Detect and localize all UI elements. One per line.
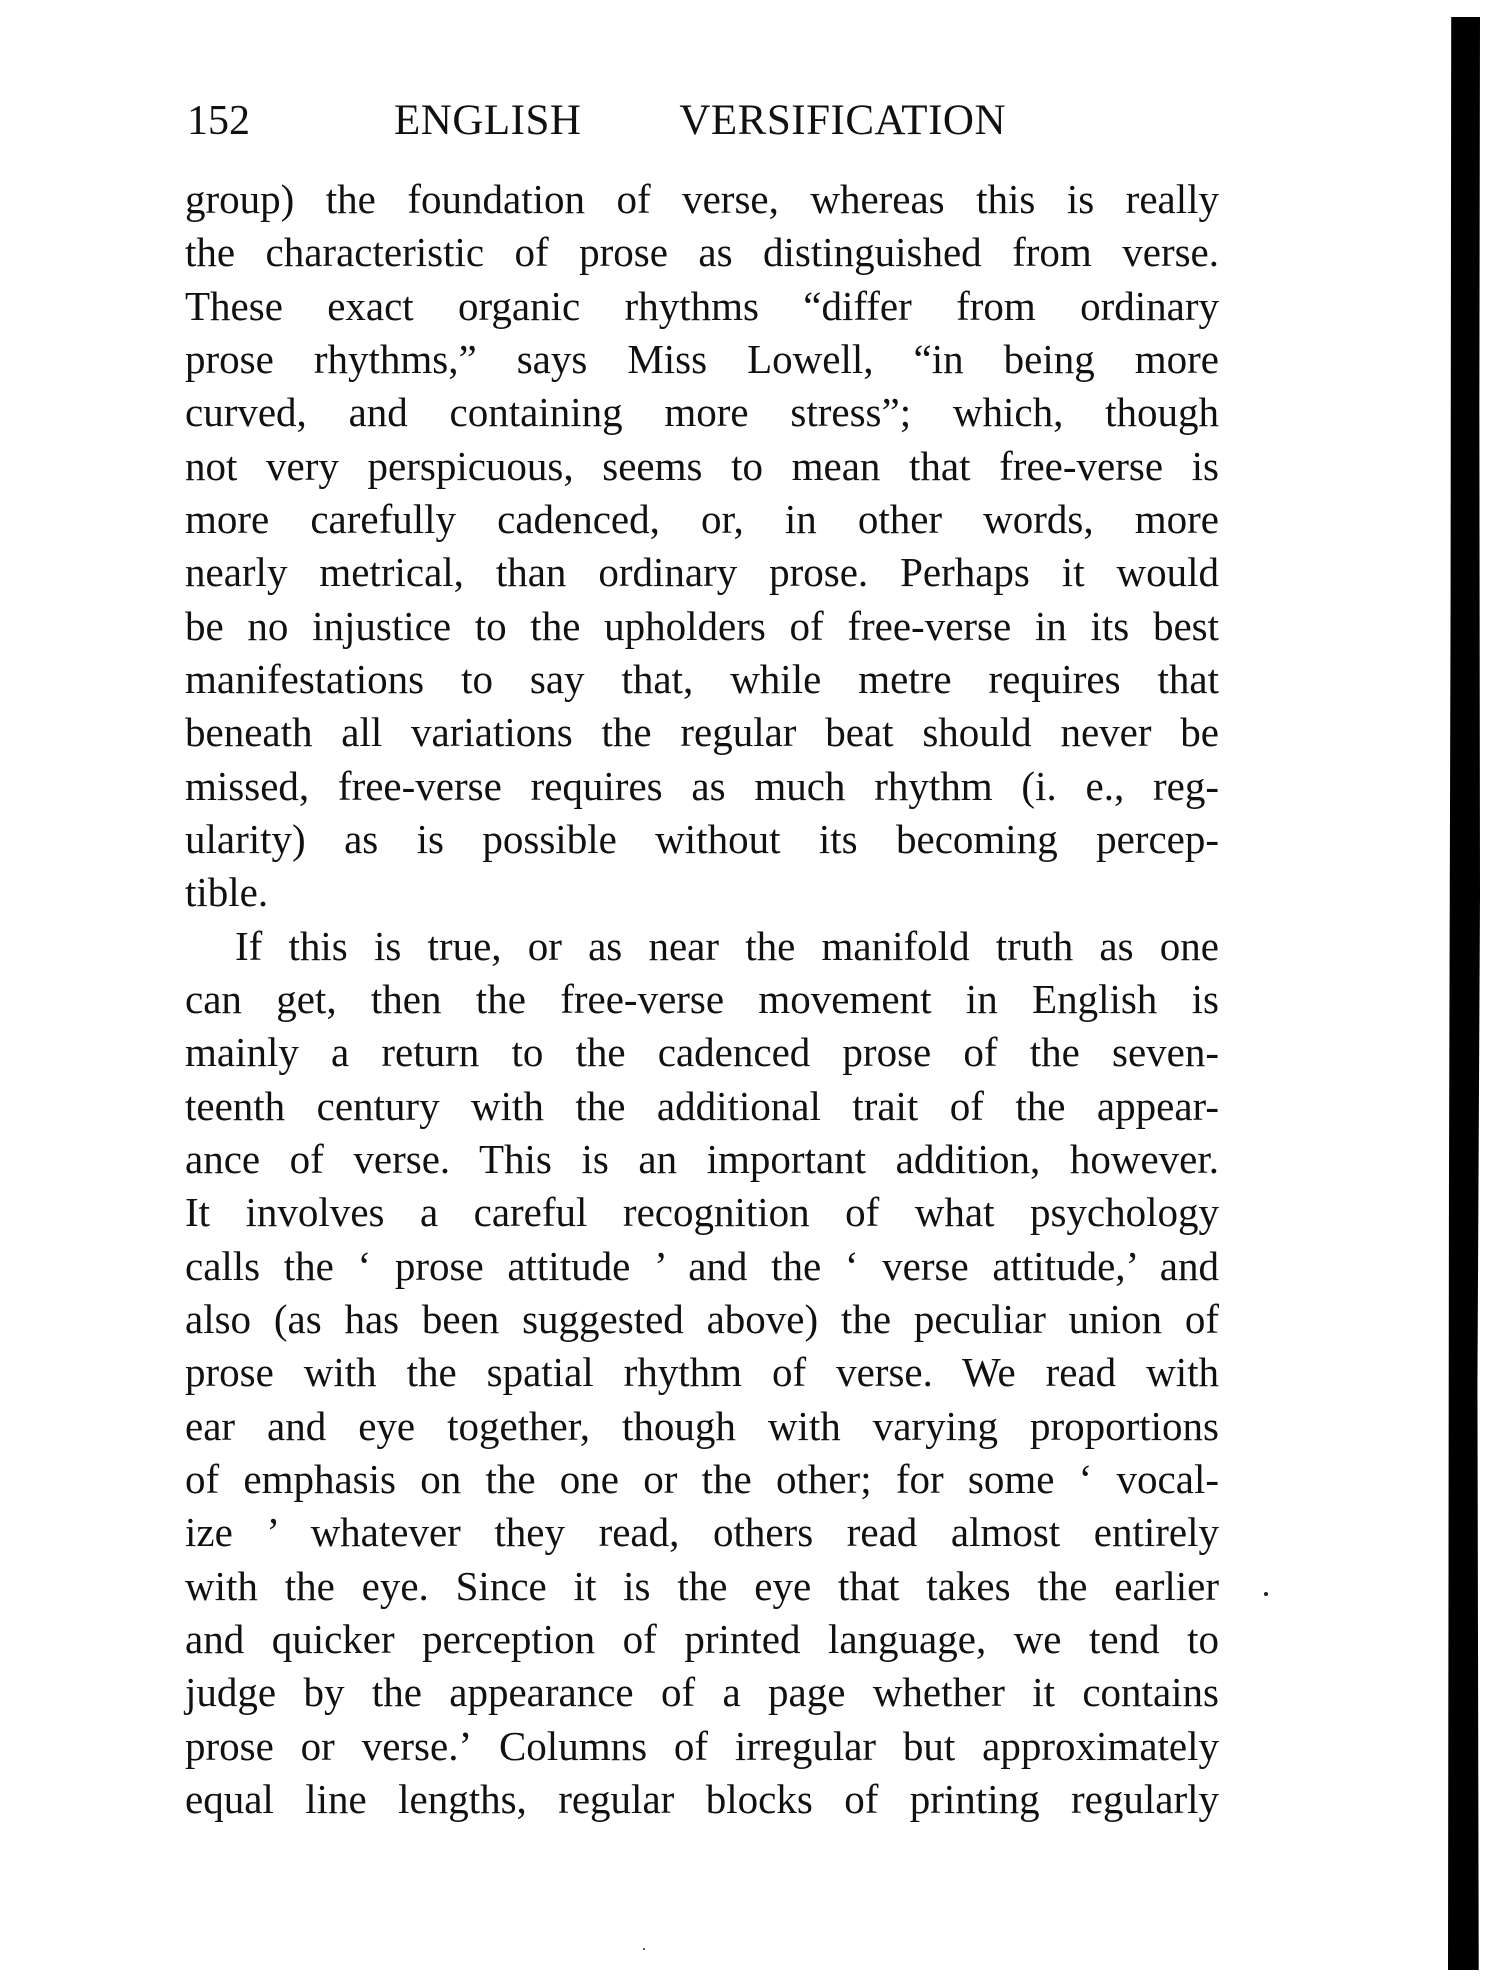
text-line: tible. bbox=[185, 869, 269, 916]
text-line: manifestations to say that, while metre requires that bbox=[185, 655, 1219, 702]
text-line: prose or verse.ʼ Columns of irregular but approximately bbox=[185, 1722, 1219, 1769]
body-text bbox=[185, 173, 1219, 1826]
text-line: ize ’ whatever they read, others read almost entirely bbox=[185, 1509, 1219, 1556]
text-line: These exact organic rhythms “differ from ordinary bbox=[185, 282, 1219, 329]
text-line: be no injustice to the upholders of free-verse in its best bbox=[185, 602, 1219, 649]
text-line: ear and eye together, though with varying proportions bbox=[185, 1402, 1219, 1449]
text-line: ance of verse. This is an important addition, however. bbox=[185, 1135, 1219, 1182]
text-line: calls the ‘ prose attitude ’ and the ‘ verse attitude,’ and bbox=[185, 1242, 1219, 1289]
text-line: and quicker perception of printed language, we tend to bbox=[185, 1615, 1219, 1662]
text-line: of emphasis on the one or the other; for some ‘ vocal- bbox=[185, 1455, 1219, 1502]
text-line: with the eye. Since it is the eye that takes the earlier bbox=[185, 1562, 1219, 1609]
text-line: prose with the spatial rhythm of verse. We read with bbox=[185, 1349, 1219, 1396]
text-line: mainly a return to the cadenced prose of the seven- bbox=[185, 1029, 1219, 1076]
text-line: teenth century with the additional trait of the appear- bbox=[185, 1082, 1219, 1129]
scan-speck bbox=[1264, 1592, 1268, 1596]
text-line: nearly metrical, than ordinary prose. Perhaps it would bbox=[185, 549, 1219, 596]
scan-edge-shadow bbox=[1448, 17, 1480, 1970]
text-line: prose rhythms,” says Miss Lowell, “in being more bbox=[185, 335, 1219, 382]
text-line: curved, and containing more stress”; which, though bbox=[185, 389, 1219, 436]
text-line: group) the foundation of verse, whereas this is really bbox=[185, 176, 1219, 222]
scan-speck bbox=[643, 1948, 645, 1950]
text-line: equal line lengths, regular blocks of printing regularly bbox=[185, 1775, 1219, 1822]
text-line: ularity) as is possible without its becoming percep- bbox=[185, 815, 1219, 862]
running-title: ENGLISH VERSIFICATION bbox=[394, 97, 1006, 144]
paragraph bbox=[185, 920, 1219, 1827]
text-line: judge by the appearance of a page whether it contains bbox=[185, 1669, 1219, 1716]
text-line: can get, then the free-verse movement in English is bbox=[185, 975, 1219, 1022]
text-line: not very perspicuous, seems to mean that free-verse is bbox=[185, 442, 1219, 489]
page-number: 152 bbox=[187, 98, 250, 144]
text-line: beneath all variations the regular beat should never be bbox=[185, 709, 1219, 756]
text-line: the characteristic of prose as distinguished from verse. bbox=[185, 229, 1219, 276]
paragraph bbox=[185, 173, 1219, 920]
text-line: If this is true, or as near the manifold truth as one bbox=[235, 922, 1219, 969]
text-line: missed, free-verse requires as much rhythm (i. e., reg- bbox=[185, 762, 1219, 809]
text-line: more carefully cadenced, or, in other words, more bbox=[185, 495, 1219, 542]
text-line: also (as has been suggested above) the peculiar union of bbox=[185, 1295, 1219, 1342]
text-line: It involves a careful recognition of what psychology bbox=[185, 1189, 1219, 1236]
